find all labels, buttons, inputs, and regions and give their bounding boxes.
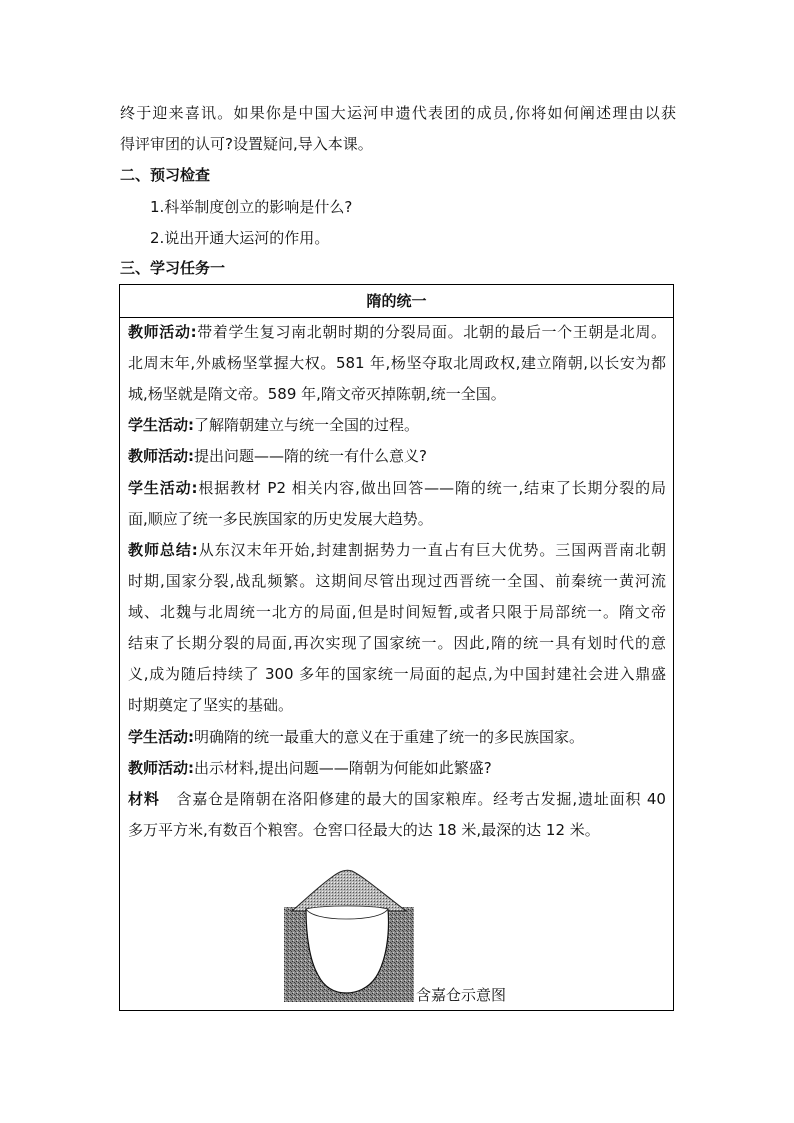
preview-question-1: 1.科举制度创立的影响是什么? <box>150 198 353 216</box>
figure-caption: 含嘉仓示意图 <box>416 986 507 1004</box>
teacher-activity-3-text: 出示材料,提出问题——隋朝为何能如此繁盛? <box>194 759 492 777</box>
teacher-activity-3 <box>128 758 492 778</box>
teacher-activity-label: 教师活动: <box>128 447 194 465</box>
student-activity-label: 学生活动: <box>128 479 198 497</box>
intro-line-1: 终于迎来喜讯。如果你是中国大运河申遗代表团的成员,你将如何阐述理由以获 <box>120 104 676 122</box>
grain-mound <box>292 870 406 911</box>
material-line-1 <box>128 789 666 809</box>
student-activity-2-line-2: 面,顺应了统一多民族国家的历史发展大趋势。 <box>128 510 433 528</box>
teacher-summary-line-3: 域、北魏与北周统一北方的局面,但是时间短暂,或者只限于局部统一。隋文帝 <box>128 603 666 621</box>
teacher-summary-line-4: 结束了长期分裂的局面,再次实现了国家统一。因此,隋的统一具有划时代的意 <box>128 634 666 652</box>
student-activity-3 <box>128 727 584 747</box>
student-activity-3-text: 明确隋的统一最重大的意义在于重建了统一的多民族国家。 <box>194 728 585 746</box>
teacher-summary-line-6: 时期奠定了坚实的基础。 <box>128 696 294 714</box>
student-activity-1 <box>128 415 419 435</box>
teacher-activity-1-line-3: 城,杨坚就是隋文帝。589 年,隋文帝灭掉陈朝,统一全国。 <box>128 385 506 403</box>
teacher-summary-line-1 <box>128 540 666 560</box>
teacher-activity-label: 教师活动: <box>128 759 194 777</box>
lesson-table <box>119 284 674 1011</box>
teacher-activity-label: 教师活动: <box>128 323 197 341</box>
section-heading-task-1: 三、学习任务一 <box>120 259 226 277</box>
student-activity-label: 学生活动: <box>128 728 194 746</box>
granary-illustration <box>284 865 414 1002</box>
teacher-activity-2-text: 提出问题——隋的统一有什么意义? <box>194 447 427 465</box>
teacher-summary-text: 从东汉末年开始,封建割据势力一直占有巨大优势。三国两晋南北朝 <box>197 541 666 559</box>
preview-question-2: 2.说出开通大运河的作用。 <box>150 229 330 247</box>
intro-line-2: 得评审团的认可?设置疑问,导入本课。 <box>120 135 373 153</box>
student-activity-2-text: 根据教材 P2 相关内容,做出回答——隋的统一,结束了长期分裂的局 <box>197 479 666 497</box>
material-line-2: 多万平方米,有数百个粮窖。仓窖口径最大的达 18 米,最深的达 12 米。 <box>128 821 600 839</box>
student-activity-1-text: 了解隋朝建立与统一全国的过程。 <box>194 416 420 434</box>
student-activity-2-line-1 <box>128 478 666 498</box>
teacher-activity-1-text: 带着学生复习南北朝时期的分裂局面。北朝的最后一个王朝是北周。 <box>196 323 666 341</box>
student-activity-label: 学生活动: <box>128 416 194 434</box>
teacher-summary-line-2: 时期,国家分裂,战乱频繁。这期间尽管出现过西晋统一全国、前秦统一黄河流 <box>128 572 666 590</box>
section-heading-preview: 二、预习检查 <box>120 166 211 184</box>
material-text: 含嘉仓是隋朝在洛阳修建的最大的国家粮库。经考古发掘,遗址面积 40 <box>175 790 666 808</box>
teacher-activity-1-line-1 <box>128 322 666 342</box>
material-label: 材料 <box>128 790 160 808</box>
table-title: 隋的统一 <box>366 292 427 310</box>
teacher-activity-1-line-2: 北周末年,外戚杨坚掌握大权。581 年,杨坚夺取北周政权,建立隋朝,以长安为都 <box>128 354 666 372</box>
teacher-activity-2 <box>128 446 427 466</box>
teacher-summary-label: 教师总结: <box>128 541 198 559</box>
teacher-summary-line-5: 义,成为随后持续了 300 多年的国家统一局面的起点,为中国封建社会进入鼎盛 <box>128 665 666 683</box>
table-header-row <box>120 285 673 318</box>
